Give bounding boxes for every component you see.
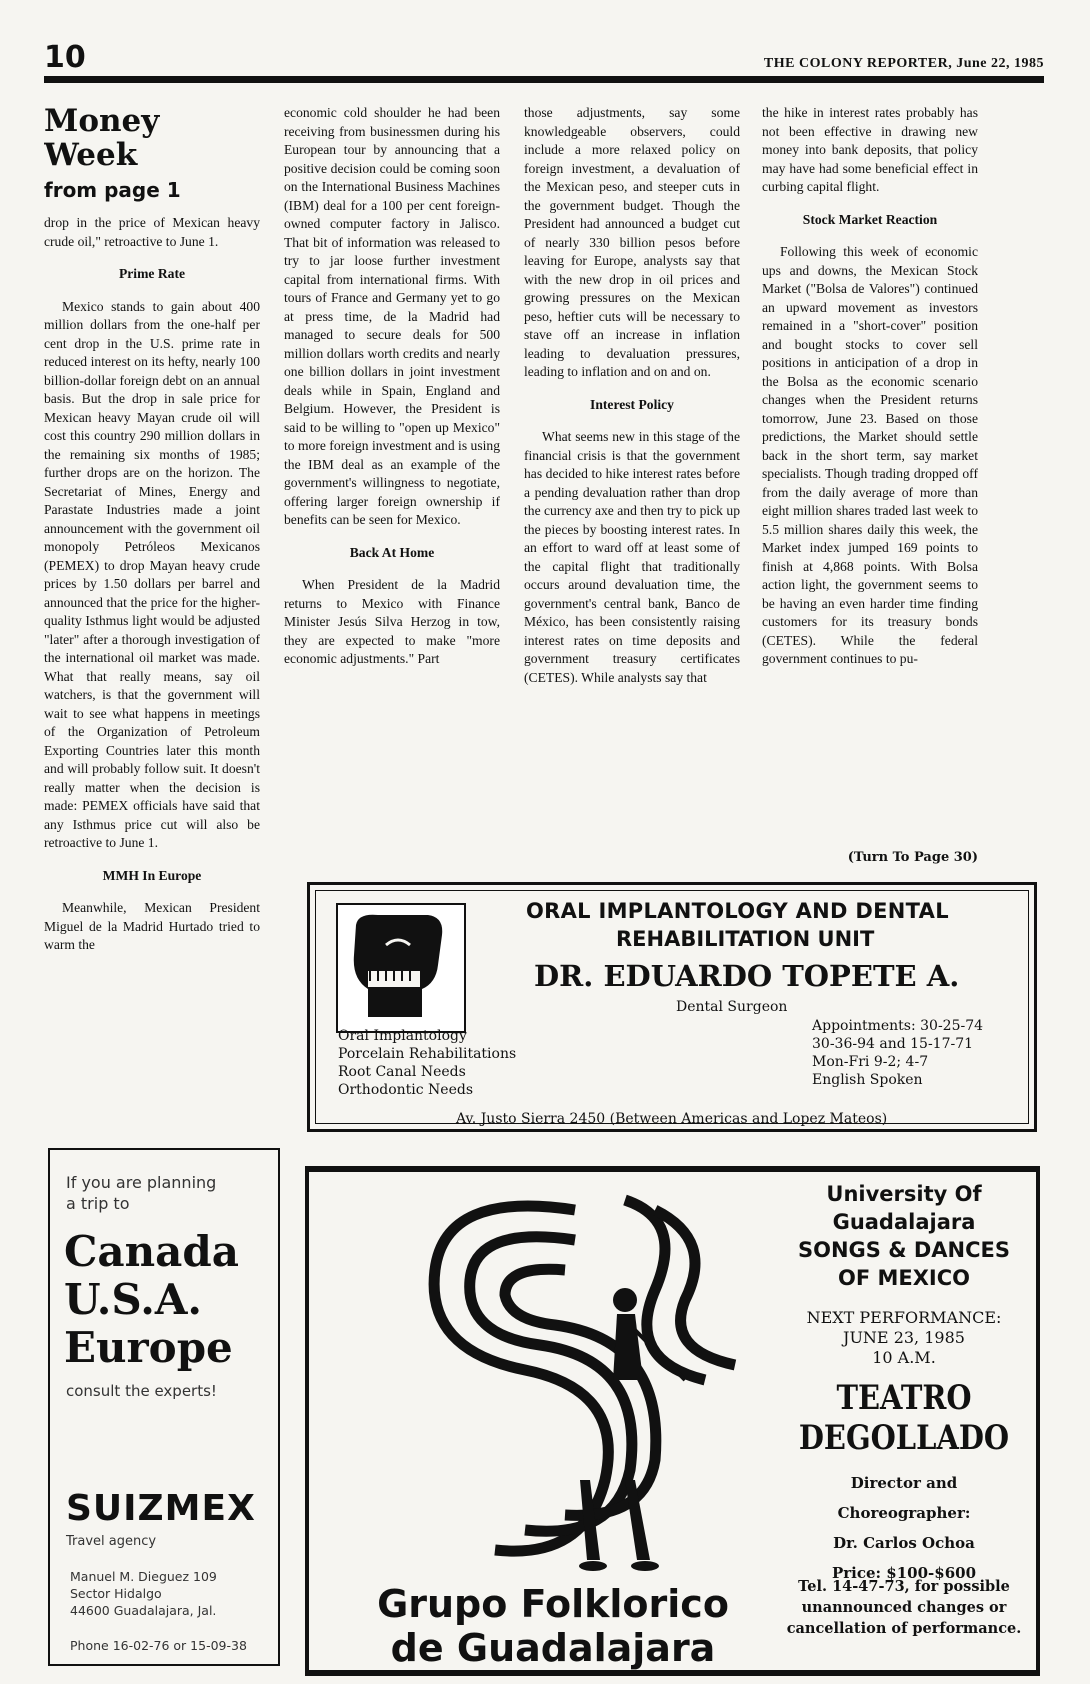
article-paragraph: What seems new in this stage of the financial crisis is that the government has decided to hike interest rates before a pending devaluation rather than drop the currency axe and then try to pick up the pieces by boosting interest rates. In an effort to ward off at least some of the capital flight that traditionally occurs around devaluation time, the government's central bank, Banco de México, has been consistently raising interest rates on time deposits and government treasury certificates (CETES). While analysts say that: [524, 429, 740, 685]
article-title: Money Week: [44, 104, 160, 173]
destination-europe: Europe: [64, 1323, 233, 1372]
director-line: Director and: [850, 1474, 958, 1492]
performance-line: 10 A.M.: [872, 1348, 936, 1367]
director-line: Choreographer:: [837, 1504, 971, 1522]
performance-line: NEXT PERFORMANCE:: [806, 1308, 1002, 1327]
tel-line: cancellation of performance.: [786, 1620, 1022, 1637]
tooth-logo-icon: [336, 903, 466, 1033]
service-line: Root Canal Needs: [338, 1064, 466, 1080]
article-paragraph: the hike in interest rates probably has not been effective in drawing new money into bank deposits, that policy may have had some beneficial effect in curbing capital flight.: [762, 105, 978, 194]
service-line: Orthodontic Needs: [338, 1082, 474, 1098]
venue-line: DEGOLLADO: [798, 1418, 1010, 1458]
university-line: University Of: [826, 1182, 982, 1206]
folklorico-group-name: [333, 1582, 773, 1670]
dental-ad-services: [338, 1027, 516, 1099]
travel-ad: [48, 1148, 280, 1666]
appointment-line: Mon-Fri 9-2; 4-7: [812, 1054, 929, 1070]
appointment-line: English Spoken: [812, 1072, 923, 1088]
article-paragraph: Mexico stands to gain about 400 million dollars from the one-half per cent drop in the U.S. prime rate in reduced interest on its hefty, nearly 100 billion-dollar foreign debt on an annual basis. But the drop in sale price for Mexican heavy Mayan crude oil will cost this country 290 million dollars in the remaining six months of 1985; further drops are on the horizon. The Secretariat of Mines, Energy and Parastate Industries made a joint announcement with the government oil monopoly Petróleos Mexicanos (PEMEX) to drop Mayan heavy crude prices by 1.50 dollars per barrel and announced that the price for the higher-quality Isthmus light would be adjusted "later" after a thorough investigation of the international oil market was made. What that really means, say oil watchers, is that the government will wait to see what happens in meetings of the Organization of Petroleum Exporting Countries later this month and will probably follow suit. It doesn't really matter when the decision is made: PEMEX officials have said that any Isthmus price cut will also be retroactive to June 1.: [44, 298, 260, 850]
masthead-line: THE COLONY REPORTER, June 22, 1985: [763, 56, 1044, 71]
dental-ad-inner-border: [315, 890, 1029, 1127]
destination-usa: U.S.A.: [64, 1275, 203, 1324]
venue-line: TEATRO: [836, 1378, 972, 1418]
folklorico-next-performance: [779, 1308, 1029, 1368]
article-paragraph: drop in the price of Mexican heavy crude oil," retroactive to June 1.: [44, 215, 260, 249]
header-rule: [44, 76, 1044, 83]
article-paragraph: When President de la Madrid returns to Mexico with Finance Minister Jesús Silva Herzog in tow, they are expected to make "more economic adjustments." Part: [284, 577, 500, 666]
dental-ad-appointments: [812, 1017, 983, 1089]
folklorico-university: [779, 1180, 1029, 1292]
performance-line: JUNE 23, 1985: [843, 1328, 965, 1347]
price-line: Price: $100-$600: [831, 1564, 977, 1582]
dancer-illustration-icon: [325, 1180, 785, 1580]
dental-ad: [307, 882, 1037, 1132]
intro-line: If you are planning: [66, 1173, 217, 1192]
article-subtitle: from page 1: [44, 178, 181, 202]
tel-line: Tel. 14-47-73, for possible: [798, 1578, 1010, 1595]
tel-line: unannounced changes or: [801, 1599, 1007, 1616]
university-line: OF MEXICO: [837, 1266, 971, 1290]
article-paragraph: Meanwhile, Mexican President Miguel de la Madrid Hurtado tried to warm the: [44, 900, 260, 952]
dental-ad-heading-2: REHABILITATION UNIT: [616, 927, 875, 951]
section-heading: Prime Rate: [118, 266, 186, 281]
appointment-line: 30-36-94 and 15-17-71: [812, 1036, 974, 1052]
appointment-line: Appointments: 30-25-74: [812, 1018, 984, 1034]
travel-ad-address: [70, 1568, 217, 1619]
folklorico-venue: [798, 1378, 1011, 1458]
article-paragraph: economic cold shoulder he had been receiving from businessmen during his European tour by announcing that a positive decision could be coming soon on the International Business Machines (IBM) deal for a 100 per cent foreign-owned computer factory in Jalisco. That bit of information was released to try to jar loose further investment capital from international firms. With tours of France and Germany yet to go at press time, de la Madrid had managed to secure deals for 500 million dollars worth credits and nearly one billion dollars in joint investment deals while in Spain, England and Belgium. However, the President is said to be willing to "open up Mexico" to more foreign investment and is using the IBM deal as an example of the government's willingness to negotiate, offering larger foreign ownership if benefits can be seen for Mexico.: [284, 105, 500, 527]
travel-ad-type: Travel agency: [66, 1534, 157, 1549]
group-line: de Guadalajara: [390, 1626, 716, 1670]
article-column-4: [762, 104, 978, 808]
travel-ad-intro: [66, 1172, 216, 1214]
article-paragraph: Following this week of economic ups and downs, the Mexican Stock Market ("Bolsa de Valores") continued an upward movement as investors remained in a "short-cover" position and bought stocks to cover sell positions in anticipation of a drop in the Bolsa as the economic scenario changes when the President returns tomorrow, June 23. Based on those predictions, the Market should settle back in the short term, say market specialists. Though trading dropped off from the daily average of more than eight million shares traded last week to 5.5 million shares daily this week, the Market index jumped 169 points to finish at 4,868 points. With Bolsa action light, the government seems to be having an even harder time finding customers for its treasury bonds (CETES). While the federal government continues to pu-: [762, 244, 978, 666]
article-paragraph: those adjustments, say some knowledgeable observers, could include a more relaxed policy on foreign investment, a devaluation of the Mexican peso, and steeper cuts in the government budget. Though the President had announced a budget cut of nearly 330 billion pesos before leaving for Europe, analysts say that with the new drop in oil prices and growing pressures on the Mexican peso, heftier cuts will be necessary to stave off an increase in inflation leading to devaluation pressures, leading to inflation and on and on.: [524, 105, 740, 379]
folklorico-director: [779, 1468, 1029, 1588]
article-column-2: [284, 104, 500, 828]
page-number: 10: [44, 40, 86, 75]
group-line: Grupo Folklorico: [377, 1582, 729, 1626]
director-line: Dr. Carlos Ochoa: [833, 1534, 975, 1552]
intro-line: a trip to: [66, 1194, 130, 1213]
section-heading: Stock Market Reaction: [802, 211, 938, 227]
section-heading: MMH In Europe: [102, 867, 202, 883]
service-line: Oral Implantology: [338, 1028, 467, 1044]
turn-to-page: (Turn To Page 30): [847, 850, 978, 865]
section-heading: Interest Policy: [590, 396, 674, 412]
travel-ad-phone: Phone 16-02-76 or 15-09-38: [70, 1638, 247, 1653]
address-line: Sector Hidalgo: [70, 1586, 162, 1601]
service-line: Porcelain Rehabilitations: [338, 1046, 517, 1062]
folklorico-telephone: [779, 1576, 1029, 1639]
travel-ad-brand: SUIZMEX: [66, 1488, 256, 1529]
address-line: 44600 Guadalajara, Jal.: [70, 1603, 217, 1618]
travel-ad-destinations: [64, 1228, 239, 1372]
dental-ad-doctor: DR. EDUARDO TOPETE A.: [534, 959, 960, 993]
travel-ad-consult: consult the experts!: [66, 1382, 217, 1400]
dental-ad-address: Av. Justo Sierra 2450 (Between Americas and Lopez Mateos): [456, 1111, 888, 1127]
address-line: Manuel M. Dieguez 109: [70, 1569, 217, 1584]
article-column-1: [44, 104, 260, 1072]
section-heading: Back At Home: [349, 544, 435, 560]
university-line: Guadalajara: [832, 1210, 976, 1234]
article-column-3: [524, 104, 740, 828]
dental-ad-heading-1: ORAL IMPLANTOLOGY AND DENTAL: [526, 899, 949, 923]
destination-canada: Canada: [64, 1227, 239, 1276]
dental-ad-title: Dental Surgeon: [676, 999, 788, 1015]
university-line: SONGS & DANCES: [798, 1238, 1010, 1262]
folklorico-ad: [305, 1166, 1040, 1676]
